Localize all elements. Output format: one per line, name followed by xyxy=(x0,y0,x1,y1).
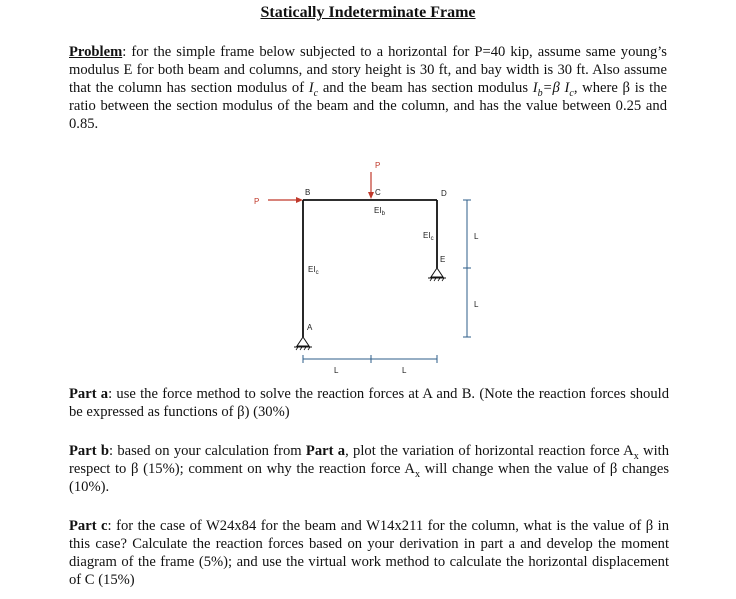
label-e: E xyxy=(440,255,446,264)
label-p-top: P xyxy=(375,161,381,170)
part-b-text-3: with respect to β (15%); comment on why the reaction force A xyxy=(69,443,669,477)
label-dim-right-2: L xyxy=(474,300,479,309)
part-b-ref: Part a xyxy=(305,443,346,459)
label-a: A xyxy=(307,323,313,332)
part-a-lead: Part a xyxy=(69,386,109,402)
part-c xyxy=(69,517,669,589)
part-a xyxy=(69,385,669,421)
ic-symbol: I xyxy=(308,80,314,96)
right-dimension xyxy=(463,200,471,337)
part-b-text-1: : based on your calculation from xyxy=(108,443,306,459)
label-ei-beam: $EI_b$ xyxy=(374,206,385,217)
label-ei-left-column: $EI_c$ xyxy=(308,265,319,276)
label-d: D xyxy=(441,189,447,198)
problem-text-3: , where β is the ratio between the section modulus of the beam and the column, and has the value between 0.25 and 0.85. xyxy=(69,80,667,132)
vertical-load-arrowhead xyxy=(368,192,374,199)
label-b: B xyxy=(305,188,311,197)
label-dim-bottom-2: L xyxy=(402,366,407,375)
problem-text-1: : for the simple frame below subjected to a horizontal for P=40 kip, assume same young’s modulus E for both beam and columns, and story height is 30 ft, and bay width is 30 ft. Also assume that the column has section modulus of xyxy=(69,44,667,96)
part-b-lead: Part b xyxy=(69,443,109,459)
part-b-sub-x: x xyxy=(633,450,639,462)
part-b-sub-x2: x xyxy=(414,468,420,480)
part-c-text: : for the case of W24x84 for the beam and W14x211 for the column, what is the value of β in this case? Calculate the reaction forces based on your derivation in part a and develop the moment diagram of the frame (5%); and use the virtual work method to calculate the horizontal displacement of C (15%) xyxy=(69,518,669,588)
label-dim-bottom-1: L xyxy=(334,366,339,375)
label-dim-right-1: L xyxy=(474,232,479,241)
pin-support-a xyxy=(294,337,312,350)
ib-subscript: b xyxy=(537,87,543,99)
ib-symbol: I xyxy=(532,80,538,96)
problem-text-2: and the beam has section modulus xyxy=(318,80,533,96)
beta-equation: =β xyxy=(542,80,565,96)
page-title: Statically Indeterminate Frame xyxy=(260,4,476,21)
label-c: C xyxy=(375,188,381,197)
pin-support-e xyxy=(428,268,446,281)
ic2-symbol: I xyxy=(564,80,570,96)
label-p-left: P xyxy=(254,197,260,206)
part-b-text-4: will change when the value of β changes (10%). xyxy=(69,461,670,495)
label-ei-right-column: $EI_c$ xyxy=(423,231,434,242)
part-a-text: : use the force method to solve the reaction forces at A and B. (Note the reaction forces should be expressed as functions of β) (30%) xyxy=(69,386,669,420)
horizontal-load-arrowhead xyxy=(296,197,303,203)
part-b xyxy=(69,442,669,496)
ic-subscript: c xyxy=(313,87,319,99)
problem-lead: Problem xyxy=(69,44,123,60)
ic2-subscript: c xyxy=(569,87,574,99)
part-c-lead: Part c xyxy=(69,518,108,534)
bottom-dimension xyxy=(303,355,437,363)
part-b-text-2: , plot the variation of horizontal reaction force A xyxy=(345,443,634,459)
